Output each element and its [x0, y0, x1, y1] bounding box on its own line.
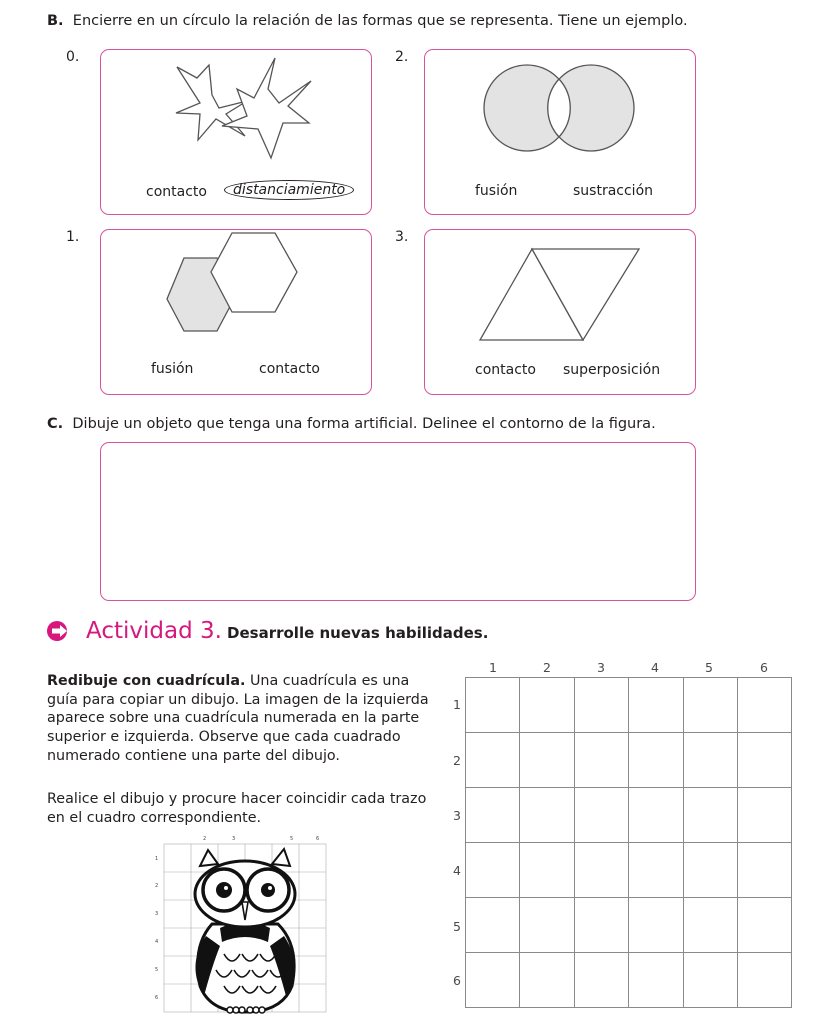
- activity-paragraph-2: Realice el dibujo y procure hacer coincidir cada trazo en el cuadro correspondiente.: [47, 791, 427, 826]
- item-2-box: [424, 49, 696, 215]
- item-0-option-a[interactable]: contacto: [146, 184, 207, 200]
- section-b-text: Encierre en un círculo la relación de las formas que se representa. Tiene un ejemplo.: [72, 13, 688, 29]
- item-3-number: 3.: [395, 229, 409, 245]
- section-b-instruction: [47, 13, 688, 29]
- drawing-grid[interactable]: [445, 658, 805, 1018]
- grid-row-4: 4: [453, 863, 461, 878]
- owl-drawing: [150, 836, 330, 1016]
- paragraph-1-bold: Redibuje con cuadrícula.: [47, 673, 246, 689]
- hexagons-figure: [101, 230, 373, 396]
- venn-circles-figure: [425, 50, 697, 216]
- item-1-option-b[interactable]: contacto: [259, 361, 320, 377]
- item-3-option-b[interactable]: superposición: [563, 362, 661, 378]
- section-c-letter: C.: [47, 416, 64, 432]
- item-0-number: 0.: [66, 49, 80, 65]
- item-2-option-a[interactable]: fusión: [475, 183, 518, 199]
- activity-paragraph-1: [47, 672, 442, 766]
- item-3-option-a[interactable]: contacto: [475, 362, 536, 378]
- item-0-box: [100, 49, 372, 215]
- grid-lines: [445, 658, 805, 1018]
- grid-row-6: 6: [453, 973, 461, 988]
- item-2-number: 2.: [395, 49, 409, 65]
- grid-col-6: 6: [760, 660, 768, 675]
- grid-col-2: 2: [543, 660, 551, 675]
- activity-header: [86, 618, 488, 644]
- activity-subtitle: Desarrolle nuevas habilidades.: [227, 624, 489, 642]
- grid-row-2: 2: [453, 753, 461, 768]
- grid-col-4: 4: [651, 660, 659, 675]
- grid-col-1: 1: [489, 660, 497, 675]
- grid-row-3: 3: [453, 808, 461, 823]
- grid-row-1: 1: [453, 697, 461, 712]
- paragraph-1-text: Una cuadrícula es una guía para copiar un dibujo. La imagen de la izquierda aparece sobre una cuadrícula numerada en la parte superior e izquierda. Observe que cada cuadrado numerado contiene una parte del dibujo.: [47, 673, 429, 764]
- star-left: [176, 65, 247, 140]
- item-2-option-b[interactable]: sustracción: [573, 183, 654, 199]
- drawing-area-box[interactable]: [100, 442, 696, 601]
- grid-row-5: 5: [453, 919, 461, 934]
- item-3-box: [424, 229, 696, 395]
- owl-reference-figure: 2 3 5 6 1 2 3 4 5 6: [150, 836, 330, 1016]
- item-1-box: [100, 229, 372, 395]
- section-c-instruction: [47, 416, 656, 432]
- arrow-right-icon: [45, 619, 75, 643]
- item-1-number: 1.: [66, 229, 80, 245]
- item-0-option-b-circled[interactable]: distanciamiento: [224, 180, 354, 200]
- activity-title: Actividad 3.: [86, 618, 222, 644]
- grid-col-5: 5: [705, 660, 713, 675]
- section-b-letter: B.: [47, 13, 64, 29]
- item-1-option-a[interactable]: fusión: [151, 361, 194, 377]
- section-c-text: Dibuje un objeto que tenga una forma artificial. Delinee el contorno de la figura.: [72, 416, 656, 432]
- grid-col-3: 3: [597, 660, 605, 675]
